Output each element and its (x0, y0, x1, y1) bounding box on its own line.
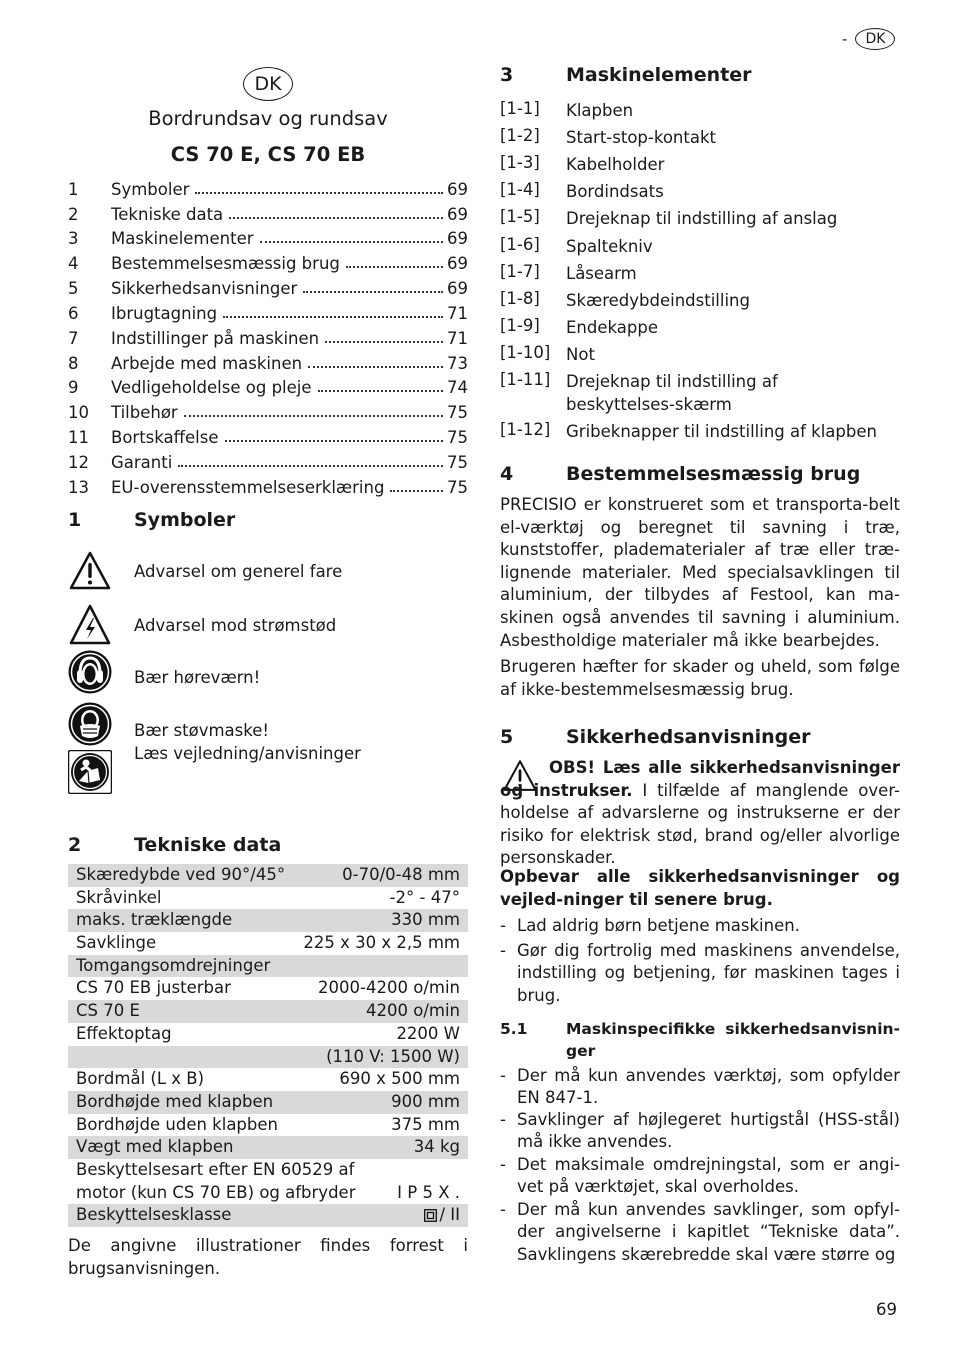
tech-value: 2200 W (396, 1023, 460, 1043)
bullet-dash: - (500, 1066, 506, 1085)
toc-title: Tekniske data (111, 205, 224, 224)
toc-number: 8 (68, 354, 79, 373)
tech-label: Tomgangsomdrejninger (76, 955, 271, 975)
symbol-row (68, 650, 261, 694)
toc-page: 75 (447, 478, 468, 497)
toc-title: Ibrugtagning (111, 304, 218, 323)
toc-number: 6 (68, 304, 79, 323)
toc-number: 1 (68, 180, 79, 199)
liability-paragraph: Brugeren hæfter for skader og uheld, som følge af ikke-bestemmelsesmæssig brug. (500, 657, 900, 699)
tech-note: De angivne illustrationer findes forrest i brugsanvisningen. (68, 1236, 468, 1278)
component-label: Drejeknap til indstilling af anslag (566, 209, 838, 228)
symbol-label: Læs vejledning/anvisninger (134, 744, 361, 763)
bullet-text: Savklinger af højlegeret hurtigstål (HSS-stål) må ikke anvendes. (517, 1110, 900, 1152)
section-number: 1 (68, 509, 82, 531)
bullet-dash: - (500, 916, 506, 935)
symbol-row (68, 549, 343, 593)
bullet-dash: - (500, 1155, 506, 1174)
tech-label: CS 70 E (76, 1001, 140, 1021)
toc-number: 5 (68, 279, 79, 298)
table-row (68, 1114, 468, 1137)
component-label: Endekappe (566, 318, 658, 337)
component-ref: [1-5] (500, 207, 540, 226)
toc-page: 75 (447, 428, 468, 447)
keep-instructions: Opbevar alle sikkerhedsanvisninger og vejled-ninger til senere brug. (500, 867, 900, 909)
document-model: CS 70 E, CS 70 EB (170, 143, 366, 166)
toc-leader (318, 390, 443, 392)
table-row (68, 1023, 468, 1046)
tech-value: 2000-4200 o/min (318, 978, 460, 998)
ear-protection-icon (68, 650, 112, 694)
toc-page: 69 (447, 205, 468, 224)
toc-entry[interactable] (68, 373, 468, 397)
tech-label: Savklinge (76, 933, 157, 953)
bullet-dash: - (500, 941, 506, 960)
title-lang-badge: DK (243, 67, 293, 101)
component-ref: [1-1] (500, 99, 540, 118)
page-number: 69 (876, 1300, 897, 1319)
section-title: Sikkerhedsanvisninger (566, 726, 811, 748)
table-row (68, 1159, 468, 1182)
toc-entry[interactable] (68, 349, 468, 373)
table-row (68, 1136, 468, 1159)
component-label: Låsearm (566, 264, 637, 283)
toc-page: 69 (447, 254, 468, 273)
component-label: Bordindsats (566, 182, 664, 201)
toc-entry[interactable] (68, 224, 468, 248)
bullet-text: Gør dig fortrolig med maskinens anvendelse, indstilling og betjening, før maskinen tages i brug. (517, 941, 900, 1005)
symbol-label: Advarsel om generel fare (134, 561, 343, 581)
tech-value: -2° - 47° (389, 887, 460, 907)
toc-leader (260, 241, 443, 243)
section-heading-symbols (68, 509, 236, 531)
tech-value: 4200 o/min (365, 1001, 460, 1021)
tech-label: Effektoptag (76, 1023, 172, 1043)
component-ref: [1-11] (500, 370, 551, 389)
protection-class-ii-icon (424, 1209, 437, 1222)
warning-triangle-icon (68, 549, 112, 593)
tech-value: I P 5 X . (397, 1182, 460, 1202)
tech-value: 690 x 500 mm (339, 1069, 460, 1089)
component-label: Spaltekniv (566, 237, 653, 256)
toc-page: 75 (447, 453, 468, 472)
toc-title: Symboler (111, 180, 190, 199)
component-ref: [1-9] (500, 316, 540, 335)
page-header-lang (842, 28, 895, 50)
subsection-heading (500, 1018, 900, 1060)
table-row (68, 1000, 468, 1023)
component-label: Skæredybdeindstilling (566, 291, 750, 310)
toc-entry[interactable] (68, 299, 468, 323)
section-title: Symboler (134, 509, 236, 531)
toc-number: 9 (68, 378, 79, 397)
component-label: Kabelholder (566, 155, 665, 174)
component-label: Gribeknapper til indstilling af klapben (566, 422, 877, 441)
toc-entry[interactable] (68, 473, 468, 497)
table-row (68, 887, 468, 910)
symbol-label: Bær høreværn! (134, 668, 261, 687)
toc-page: 74 (447, 378, 468, 397)
section-heading-tech (68, 834, 282, 856)
toc-leader (229, 217, 443, 219)
safety-warning-paragraph (500, 757, 900, 870)
tech-value: 0-70/0-48 mm (342, 865, 460, 884)
tech-label: Skråvinkel (76, 887, 162, 907)
toc-number: 11 (68, 428, 89, 447)
section-number: 4 (500, 463, 514, 485)
toc-leader (195, 192, 443, 194)
tech-value-cell (424, 1204, 460, 1227)
subsection-number: 5.1 (500, 1020, 528, 1038)
bullet-text: Der må kun anvendes savklinger, som opfyl-der angivelserne i kapitlet “Tekniske data”. Savklingens skærebredde skal være større og (517, 1200, 900, 1264)
symbol-label: Bær støvmaske! (134, 721, 269, 740)
lang-badge: DK (855, 28, 895, 50)
toc-entry[interactable] (68, 175, 468, 199)
section-number: 3 (500, 64, 514, 86)
toc-leader (303, 291, 443, 293)
toc-entry[interactable] (68, 448, 468, 472)
toc-title: Indstillinger på maskinen (111, 329, 320, 348)
toc-leader (178, 465, 443, 467)
table-row (68, 909, 468, 932)
component-ref: [1-3] (500, 153, 540, 172)
component-ref: [1-12] (500, 420, 551, 439)
tech-label: CS 70 EB justerbar (76, 978, 231, 998)
component-label: Klapben (566, 101, 634, 120)
toc-number: 2 (68, 205, 79, 224)
component-ref: [1-10] (500, 343, 551, 362)
table-row (68, 1068, 468, 1091)
toc-title: Tilbehør (111, 403, 178, 422)
tech-value: (110 V: 1500 W) (326, 1046, 460, 1066)
tech-label: motor (kun CS 70 EB) og afbryder (76, 1182, 356, 1202)
symbol-row (68, 744, 361, 794)
toc-page: 73 (447, 354, 468, 373)
tech-label: maks. træklængde (76, 910, 233, 930)
section-number: 5 (500, 726, 514, 748)
table-row (68, 1046, 468, 1069)
toc-title: Vedligeholdelse og pleje (111, 378, 312, 397)
toc-number: 7 (68, 329, 79, 348)
toc-entry[interactable] (68, 274, 468, 298)
component-label: Drejeknap til indstilling af beskyttelses-skærm (566, 372, 778, 414)
toc-page: 69 (447, 180, 468, 199)
component-ref: [1-2] (500, 126, 540, 145)
table-row (68, 977, 468, 1000)
toc-entry[interactable] (68, 200, 468, 224)
safety-warning-text: I tilfælde af manglende over-holdelse af advarslerne og instrukserne er der risiko for elektrisk stød, brand og/eller alvorlige personskader. (500, 780, 900, 868)
toc-page: 71 (447, 304, 468, 323)
section-number: 2 (68, 834, 82, 856)
tech-label: Bordmål (L x B) (76, 1069, 205, 1089)
intended-use-paragraph: PRECISIO er konstrueret som et transporta-belt el-værktøj og beregnet til savning i træ, kunststoffer, pladematerialer af træ eller træ-lignende materialer. Med specialsavklingen til aluminium, der tilbydes af Festool, kan ma-skinen også anvendes til savning i aluminium. Asbestholdige materialer må ikke bearbejdes. (500, 495, 900, 650)
section-title: Maskinelementer (566, 64, 752, 86)
toc-title: EU-overensstemmelseserklæring (111, 478, 385, 497)
toc-leader (184, 415, 443, 417)
lang-prefix: - (842, 30, 848, 48)
symbol-row (68, 603, 337, 647)
tech-value: 330 mm (391, 910, 460, 930)
toc-entry[interactable] (68, 398, 468, 422)
toc-entry[interactable] (68, 249, 468, 273)
symbol-label: Advarsel mod strømstød (134, 615, 337, 635)
tech-value: 375 mm (391, 1114, 460, 1134)
component-ref: [1-8] (500, 289, 540, 308)
bullet-dash: - (500, 1200, 506, 1219)
read-manual-icon (68, 750, 112, 794)
toc-entry[interactable] (68, 423, 468, 447)
toc-leader (223, 316, 443, 318)
bullet-text: Lad aldrig børn betjene maskinen. (517, 916, 800, 935)
table-row (68, 1182, 468, 1205)
toc-page: 71 (447, 329, 468, 348)
table-row (68, 955, 468, 978)
toc-title: Bortskaffelse (111, 428, 219, 447)
electric-shock-icon (68, 603, 112, 647)
component-ref: [1-6] (500, 235, 540, 254)
bullet-text: Det maksimale omdrejningstal, som er angi-vet på værktøjet, skal overholdes. (517, 1155, 900, 1197)
bullet-dash: - (500, 1110, 506, 1129)
component-label: Start-stop-kontakt (566, 128, 716, 147)
toc-title: Arbejde med maskinen (111, 354, 303, 373)
toc-number: 3 (68, 229, 79, 248)
tech-label: Skæredybde ved 90°/45° (76, 865, 286, 884)
toc-page: 69 (447, 229, 468, 248)
bullet-text: Der må kun anvendes værktøj, som opfylder EN 847-1. (517, 1066, 900, 1108)
tech-value: 225 x 30 x 2,5 mm (303, 933, 460, 953)
toc-number: 12 (68, 453, 89, 472)
toc-number: 13 (68, 478, 89, 497)
document-subtitle: Bordrundsav og rundsav (148, 107, 388, 130)
tech-value: 34 kg (413, 1137, 460, 1157)
tech-label: Bordhøjde uden klapben (76, 1114, 278, 1134)
symbol-row (68, 702, 269, 746)
tech-data-table (68, 864, 468, 1227)
safety-warning-bold: OBS! Læs alle sikkerhedsanvisninger og instrukser. (500, 758, 900, 800)
toc-title: Garanti (111, 453, 173, 472)
toc-leader (325, 341, 443, 343)
toc-title: Bestemmelsesmæssig brug (111, 254, 340, 273)
component-label: Not (566, 345, 595, 364)
table-row (68, 1091, 468, 1114)
section-heading-components (500, 64, 752, 86)
component-ref: [1-4] (500, 180, 540, 199)
tech-label: Vægt med klapben (76, 1137, 234, 1157)
table-row (68, 932, 468, 955)
toc-page: 69 (447, 279, 468, 298)
tech-label: Beskyttelsesklasse (76, 1205, 232, 1225)
tech-value: / II (439, 1205, 460, 1225)
toc-title: Maskinelementer (111, 229, 254, 248)
toc-leader (225, 440, 444, 442)
toc-number: 4 (68, 254, 79, 273)
subsection-title: Maskinspecifikke sikkerhedsanvisnin-ger (566, 1020, 900, 1060)
table-row (68, 1204, 468, 1227)
toc-page: 75 (447, 403, 468, 422)
dust-mask-icon (68, 702, 112, 746)
component-ref: [1-7] (500, 262, 540, 281)
tech-value: 900 mm (391, 1091, 460, 1111)
toc-entry[interactable] (68, 324, 468, 348)
toc-number: 10 (68, 403, 89, 422)
section-title: Tekniske data (134, 834, 282, 856)
section-heading-safety (500, 726, 811, 748)
toc-leader (308, 366, 443, 368)
table-row (68, 864, 468, 887)
toc-title: Sikkerhedsanvisninger (111, 279, 298, 298)
toc-leader (346, 266, 443, 268)
toc-leader (390, 490, 443, 492)
section-title: Bestemmelsesmæssig brug (566, 463, 861, 485)
section-heading-intended-use (500, 463, 861, 485)
tech-label: Beskyttelsesart efter EN 60529 af (76, 1159, 355, 1179)
tech-label: Bordhøjde med klapben (76, 1091, 274, 1111)
